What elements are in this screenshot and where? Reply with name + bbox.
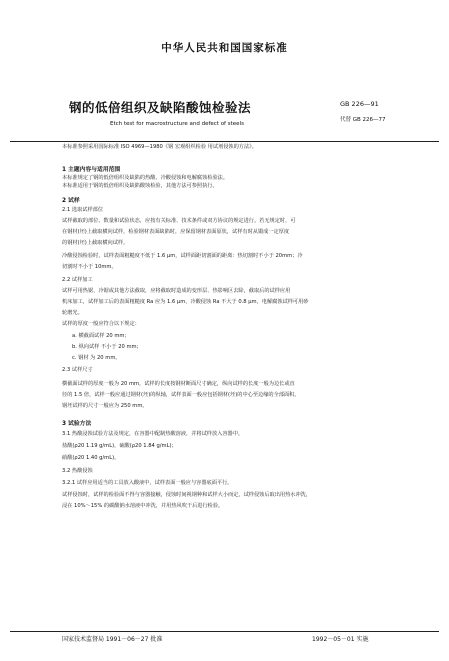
national-standard-title: 中华人民共和国国家标准 bbox=[161, 42, 288, 54]
section-2-line: 机床加工，试样加工后的表面粗糙度 Ra 应为 1.6 μm，冷酸侵蚀 Ra 不大于 0.8 μm，电解腐蚀试样可用砂 bbox=[62, 299, 309, 305]
document-title: 钢的低倍组织及缺陷酸蚀检验法 bbox=[68, 100, 251, 115]
section-3-line: 盐酸(ρ20 1.19 g/mL)，硫酸(ρ20 1.84 g/mL)； bbox=[62, 443, 177, 449]
section-2-line: 试样可用热锯、冷锯或其他方法截取，应将截取时造成的变形层、热影响区去除，截取后的试样应用 bbox=[62, 288, 291, 294]
section-3-line: 3.1 热酸浸蚀试验方法及规定，在容器中配制热酸溶液，并将试样放入容器中。 bbox=[62, 431, 244, 437]
section-2-line: 在钢材(坯)上截取横向试样，检验钢材表面缺陷时，应保留钢材表面原状，试样有时从锻成一定厚度 bbox=[62, 229, 290, 235]
header-divider bbox=[10, 141, 439, 142]
section-2-line: 试样的厚度一般应符合以下规定： bbox=[62, 321, 140, 327]
section-3-line: 浸在 10%～15% 的碳酸钠水溶液中冲洗，并用热风吹干后进行检验。 bbox=[62, 503, 224, 509]
section-2-line: 切割时不小于 10mm。 bbox=[62, 264, 117, 270]
section-2-list-item: c. 钢材 为 20 mm。 bbox=[72, 355, 121, 361]
section-3-heading: 3 试验方法 bbox=[62, 421, 92, 427]
replaced-standard-code: 代替 GB 226—77 bbox=[340, 117, 386, 123]
section-2-line: 横截面试样的厚度一般为 20 mm，试样的长度按钢材断面尺寸确定，纵向试样的长度一般为边长或直 bbox=[62, 381, 295, 387]
english-title: Etch test for macrostructure and defect of steels bbox=[110, 121, 244, 127]
section-1-heading: 1 主题内容与适用范围 bbox=[62, 167, 121, 173]
section-2-line: 冷酸侵蚀检验时，试样表面粗糙度不低于 1.6 μm，试样面距切割面的距离：热切割时不小于 20mm；冷 bbox=[62, 253, 303, 259]
section-2-line: 试样截取的部位、数量和试验状态，应按有关标准、技术条件或双方协议的规定进行。若无规定时，可 bbox=[62, 218, 296, 224]
section-2-line: 的钢材(坯)上截取横向试样。 bbox=[62, 240, 129, 246]
section-2-line: 钢坯试样的尺寸一般应为 250 mm。 bbox=[62, 403, 148, 409]
section-2-line: 2.1 选取试样部位 bbox=[62, 207, 104, 213]
section-2-line: 2.3 试样尺寸 bbox=[62, 367, 93, 373]
section-2-list-item: b. 纵向试样 不小于 20 mm； bbox=[72, 344, 142, 350]
intro-line: 本标准参照采用国际标准 ISO 4969—1980《钢 宏观组织检验 用试剂侵蚀的方法》。 bbox=[62, 144, 257, 150]
section-1-line: 本标准适用于钢的低倍组织及缺陷酸蚀检验，其他方法可参照执行。 bbox=[62, 183, 218, 189]
section-2-line: 轮磨光。 bbox=[62, 310, 83, 316]
standard-code: GB 226—91 bbox=[340, 100, 379, 108]
section-2-list-item: a. 横截面试样 20 mm； bbox=[72, 333, 130, 339]
section-2-line: 径的 1.5 倍，试样一般应通过钢材(坯)的纵轴，试样表面一般应包括钢材(坯)的中心至边缘的全部面积。 bbox=[62, 392, 300, 398]
implementation-date: 1992－05－01 实施 bbox=[312, 636, 369, 643]
section-3-line: 3.2.1 试样应用适当的工具放入酸液中，试样表面一般应与容器底面平行。 bbox=[62, 480, 233, 486]
section-1-line: 本标准规定了钢的低倍组织及缺陷的热酸、冷酸侵蚀和电解腐蚀检验法。 bbox=[62, 175, 229, 181]
footer-divider bbox=[10, 631, 439, 632]
section-3-line: 试样侵蚀时，试样的检验面不得与容器接触，侵蚀时间视钢种和试样大小而定，试样侵蚀后取出用热水冲洗， bbox=[62, 492, 312, 498]
section-2-heading: 2 试样 bbox=[62, 198, 80, 204]
approval-date: 国家技术监督局 1991－06－27 批准 bbox=[62, 636, 163, 643]
section-2-line: 2.2 试样加工 bbox=[62, 277, 93, 283]
section-3-line: 硝酸(ρ20 1.40 g/mL)。 bbox=[62, 455, 120, 461]
section-3-line: 3.2 热酸侵蚀 bbox=[62, 468, 93, 474]
